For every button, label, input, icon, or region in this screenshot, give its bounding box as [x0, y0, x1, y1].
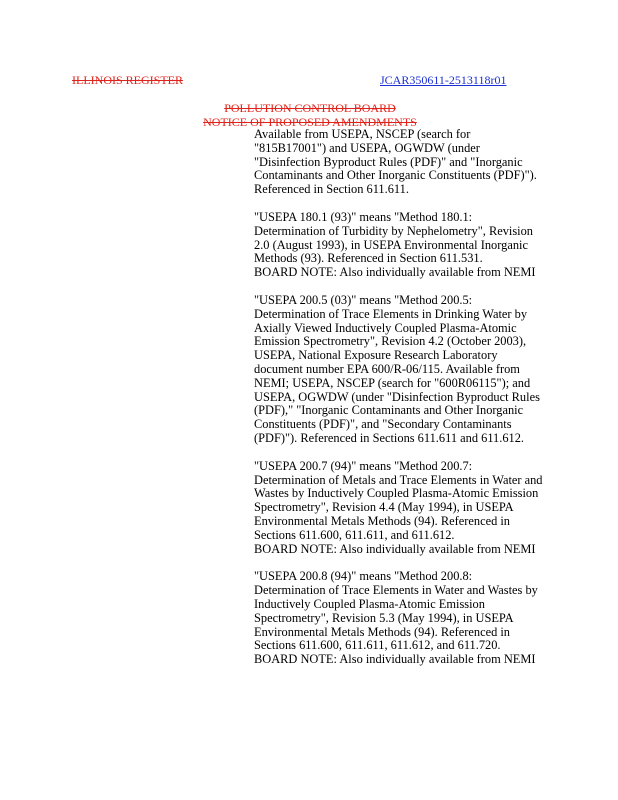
paragraph-line: "USEPA 200.7 (94)" means "Method 200.7:	[254, 458, 473, 473]
definition-paragraph	[254, 211, 579, 280]
register-header: ILLINOIS REGISTER	[72, 73, 183, 87]
paragraph-line: Contaminants and Other Inorganic Constituents (PDF)").	[254, 168, 537, 183]
paragraph-line: Sections 611.600, 611.611, and 611.612.	[254, 527, 455, 542]
paragraph-line: (PDF)"). Referenced in Sections 611.611 and 611.612.	[254, 430, 525, 445]
definition-paragraph	[254, 460, 579, 557]
paragraph-line: Determination of Metals and Trace Elements in Water and	[254, 472, 543, 487]
paragraph-line: 2.0 (August 1993), in USEPA Environmental Inorganic	[254, 237, 528, 252]
paragraph-line: USEPA, National Exposure Research Laboratory	[254, 348, 498, 363]
paragraph-line: (PDF)," "Inorganic Contaminants and Other Inorganic	[254, 403, 524, 418]
paragraph-line: "USEPA 180.1 (93)" means "Method 180.1:	[254, 209, 473, 224]
paragraph-line: "USEPA 200.5 (03)" means "Method 200.5:	[254, 292, 473, 307]
paragraph-line: "815B17001") and USEPA, OGWDW (under	[254, 140, 480, 155]
paragraph-line: BOARD NOTE: Also individually available from NEMI	[254, 265, 536, 280]
paragraph-line: Wastes by Inductively Coupled Plasma-Atomic Emission	[254, 486, 539, 501]
paragraph-line: Sections 611.600, 611.611, 611.612, and 611.720.	[254, 638, 501, 653]
paragraph-line: BOARD NOTE: Also individually available from NEMI	[254, 541, 536, 556]
definition-paragraph	[254, 128, 579, 197]
paragraph-line: Determination of Trace Elements in Drinking Water by	[254, 306, 528, 321]
paragraph-line: BOARD NOTE: Also individually available from NEMI	[254, 652, 536, 667]
paragraph-line: Methods (93). Referenced in Section 611.531.	[254, 251, 483, 266]
paragraph-line: Emission Spectrometry", Revision 4.2 (October 2003),	[254, 334, 527, 349]
paragraph-line: Determination of Trace Elements in Water and Wastes by	[254, 583, 538, 598]
definition-paragraph	[254, 294, 579, 446]
paragraph-line: Spectrometry", Revision 4.4 (May 1994), in USEPA	[254, 500, 514, 515]
paragraph-line: Available from USEPA, NSCEP (search for	[254, 127, 471, 141]
paragraph-line: Determination of Turbidity by Nephelometry", Revision	[254, 223, 534, 238]
paragraph-line: Axially Viewed Inductively Coupled Plasma-Atomic	[254, 320, 517, 335]
paragraph-line: "USEPA 200.8 (94)" means "Method 200.8:	[254, 569, 473, 584]
document-id: JCAR350611-2513118r01	[380, 73, 507, 87]
paragraph-line: Environmental Metals Methods (94). Referenced in	[254, 513, 510, 528]
paragraph-line: Spectrometry", Revision 5.3 (May 1994), in USEPA	[254, 610, 514, 625]
paragraph-line: USEPA, OGWDW (under "Disinfection Byproduct Rules	[254, 389, 540, 404]
paragraph-line: document number EPA 600/R-06/115. Available from	[254, 361, 520, 376]
paragraph-line: Constituents (PDF)", and "Secondary Contaminants	[254, 417, 512, 432]
paragraph-line: NEMI; USEPA, NSCEP (search for "600R06115"); and	[254, 375, 531, 390]
agency-heading: POLLUTION CONTROL BOARD	[224, 101, 396, 115]
paragraph-line: Environmental Metals Methods (94). Referenced in	[254, 624, 510, 639]
definition-paragraph	[254, 570, 579, 667]
paragraph-line: "Disinfection Byproduct Rules (PDF)" and "Inorganic	[254, 154, 523, 169]
document-body	[254, 128, 579, 681]
paragraph-line: Inductively Coupled Plasma-Atomic Emission	[254, 596, 485, 611]
notice-heading: NOTICE OF PROPOSED AMENDMENTS	[203, 115, 417, 129]
paragraph-line: Referenced in Section 611.611.	[254, 182, 409, 197]
